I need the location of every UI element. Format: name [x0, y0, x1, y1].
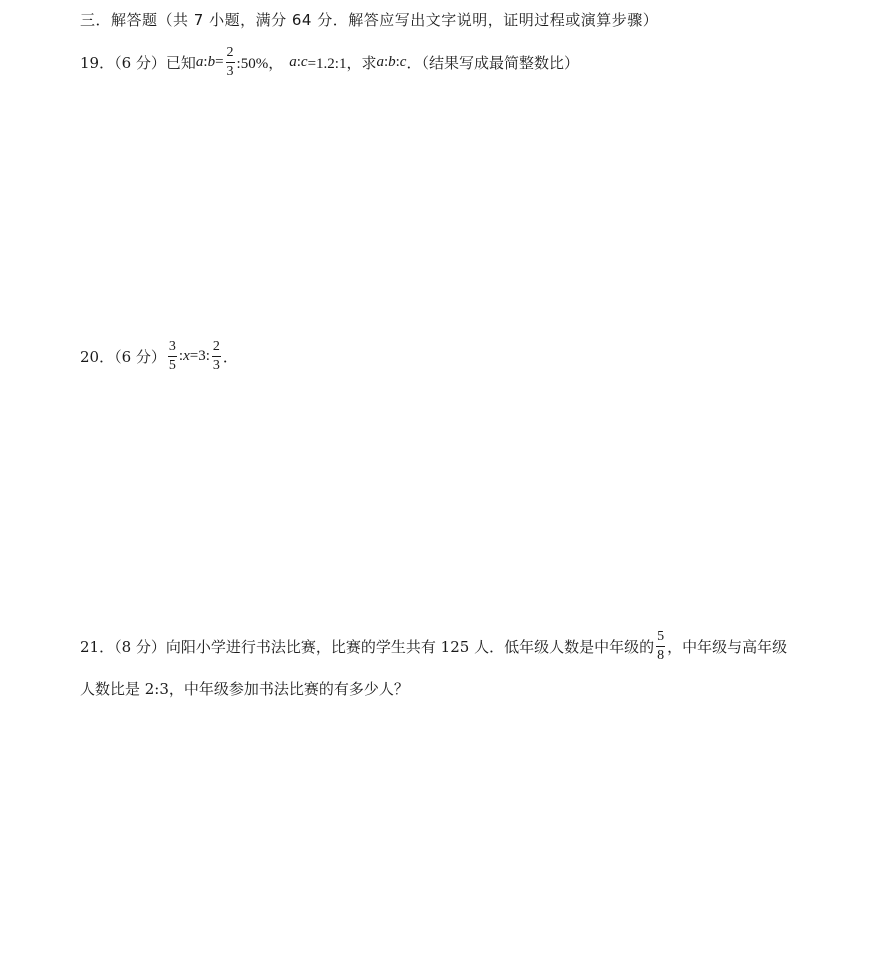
q20-prefix: 20．（6 分） — [80, 347, 166, 366]
q20-end: ． — [222, 347, 238, 366]
q20-frac2-den: 3 — [212, 357, 220, 373]
q19-frac-den: 3 — [226, 63, 234, 79]
q20-frac1-num: 3 — [168, 340, 177, 357]
q21-text3: 人数比是 2:3，中年级参加书法比赛的有多少人？ — [80, 680, 409, 698]
q19-tail1: :50%， — [236, 55, 284, 72]
q21-frac-num: 5 — [656, 630, 665, 647]
q20-colon: : — [178, 347, 184, 364]
q21-frac-den: 8 — [657, 647, 665, 663]
q19-tail2: =1.2:1，求 — [307, 55, 377, 72]
q19-var-a: a — [195, 53, 204, 70]
q21-fraction — [656, 630, 665, 663]
q21-text1: 21．（8 分）向阳小学进行书法比赛，比赛的学生共有 125 人．低年级人数是中年级的 — [80, 637, 655, 656]
q19-var-c: c — [300, 53, 308, 70]
question-21-line-2 — [80, 678, 409, 699]
q19-var-a3: a — [376, 53, 384, 70]
q19-var-c3: c — [399, 53, 407, 70]
q20-frac1-den: 5 — [168, 357, 176, 373]
q19-var-b3: b — [388, 53, 396, 70]
q19-prefix: 19．（6 分）已知 — [80, 53, 196, 72]
q20-fraction-1 — [168, 340, 177, 373]
section-title-text: 三．解答题（共 7 小题，满分 64 分．解答应写出文字说明，证明过程或演算步骤） — [80, 11, 659, 29]
q19-colon4: : — [395, 53, 400, 70]
question-20 — [80, 338, 238, 374]
q19-colon2: : — [296, 53, 301, 70]
question-19 — [80, 44, 579, 80]
q20-var-x: x — [183, 347, 190, 364]
q19-fraction — [226, 46, 235, 79]
q19-equals: = — [215, 53, 224, 70]
q19-colon: : — [203, 53, 208, 70]
q20-fraction-2 — [212, 340, 221, 373]
q19-frac-num: 2 — [226, 46, 235, 63]
q19-var-b: b — [207, 53, 216, 70]
q20-eq: =3: — [189, 347, 210, 364]
q20-frac2-num: 2 — [212, 340, 221, 357]
q21-text2: ，中年级与高年级 — [667, 637, 788, 656]
q19-colon3: : — [383, 53, 389, 70]
q19-var-a2: a — [289, 53, 297, 70]
section-title — [80, 9, 658, 30]
question-21-line-1 — [80, 628, 787, 664]
q19-tail3: ．（结果写成最简整数比） — [406, 53, 579, 72]
